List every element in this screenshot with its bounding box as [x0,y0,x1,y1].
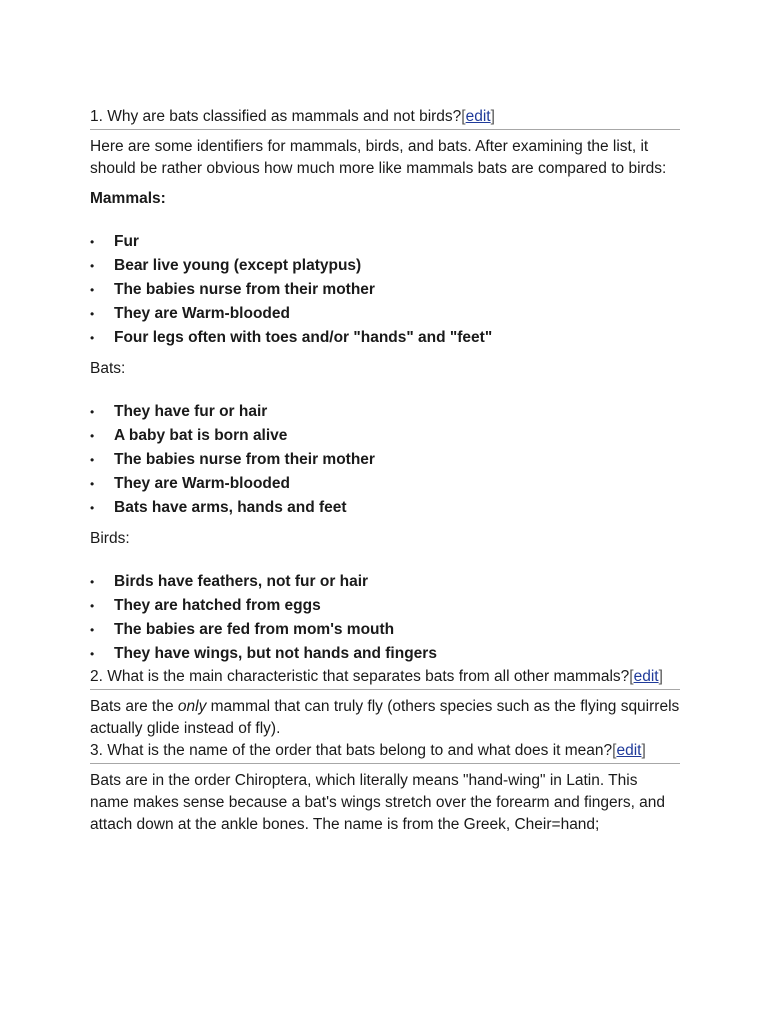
answer-2-post: mammal that can truly fly (others species such as the flying squirrels actually glide instead of fly). [90,698,680,737]
heading-2-text: 2. What is the main characteristic that separates bats from all other mammals? [90,668,630,685]
edit-bracket-close: ] [641,742,646,759]
bullet-icon: • [90,259,95,273]
heading-1-text: 1. Why are bats classified as mammals and not birds? [90,108,462,125]
list-item [90,278,680,302]
intro-paragraph: Here are some identifiers for mammals, birds, and bats. After examining the list, it should be rather obvious how much more like mammals bats are compared to birds: [90,138,667,177]
section-heading-2 [90,666,680,690]
list-item-text: They are hatched from eggs [114,597,321,614]
mammals-label: Mammals: [90,190,166,207]
bats-list [90,400,680,520]
list-item-text: The babies nurse from their mother [114,451,375,468]
edit-link-1[interactable]: edit [465,108,491,125]
list-item [90,230,680,254]
bullet-icon: • [90,283,95,297]
list-item [90,424,680,448]
article-body [90,106,680,836]
list-item-text: Birds have feathers, not fur or hair [114,573,369,590]
bullet-icon: • [90,235,95,249]
list-item-text: They are Warm-blooded [114,305,290,322]
list-item-text: They have wings, but not hands and fingers [114,645,437,662]
bats-label: Bats: [90,360,126,377]
heading-3-text: 3. What is the name of the order that bats belong to and what does it mean? [90,742,613,759]
bullet-icon: • [90,575,95,589]
list-item [90,496,680,520]
list-item [90,594,680,618]
list-item-text: Bear live young (except platypus) [114,257,362,274]
birds-label: Birds: [90,530,130,547]
edit-bracket-close: ] [658,668,663,685]
bullet-icon: • [90,429,95,443]
edit-bracket-open: [ [461,108,466,125]
answer-2-emphasis: only [177,698,207,715]
list-item [90,326,680,350]
list-item [90,254,680,278]
list-item-text: The babies nurse from their mother [114,281,375,298]
edit-bracket-open: [ [612,742,617,759]
edit-link-2[interactable]: edit [633,668,659,685]
bullet-icon: • [90,623,95,637]
list-item [90,618,680,642]
list-item [90,472,680,496]
bullet-icon: • [90,453,95,467]
edit-link-3[interactable]: edit [616,742,642,759]
list-item-text: The babies are fed from mom's mouth [114,621,395,638]
list-item [90,302,680,326]
list-item-text: Four legs often with toes and/or "hands" and "feet" [114,329,493,346]
list-item-text: They have fur or hair [114,403,268,420]
answer-paragraph-2 [90,696,680,740]
list-item-text: Bats have arms, hands and feet [114,499,347,516]
section-heading-1 [90,106,680,130]
section-heading-3 [90,740,680,764]
list-item [90,400,680,424]
list-item [90,570,680,594]
birds-list [90,570,680,666]
list-item-text: A baby bat is born alive [114,427,288,444]
bullet-icon: • [90,331,95,345]
bullet-icon: • [90,599,95,613]
bullet-icon: • [90,405,95,419]
bullet-icon: • [90,647,95,661]
list-item-text: Fur [114,233,139,250]
edit-bracket-open: [ [629,668,634,685]
list-item-text: They are Warm-blooded [114,475,290,492]
bullet-icon: • [90,477,95,491]
list-item [90,642,680,666]
bullet-icon: • [90,307,95,321]
edit-bracket-close: ] [490,108,495,125]
answer-2-pre: Bats are the [90,698,178,715]
mammals-list [90,230,680,350]
answer-paragraph-3: Bats are in the order Chiroptera, which literally means "hand-wing" in Latin. This name makes sense because a bat's wings stretch over the forearm and fingers, and attach down at the ankle bones. The name is from the Greek, Cheir=hand; [90,772,666,833]
list-item [90,448,680,472]
bullet-icon: • [90,501,95,515]
